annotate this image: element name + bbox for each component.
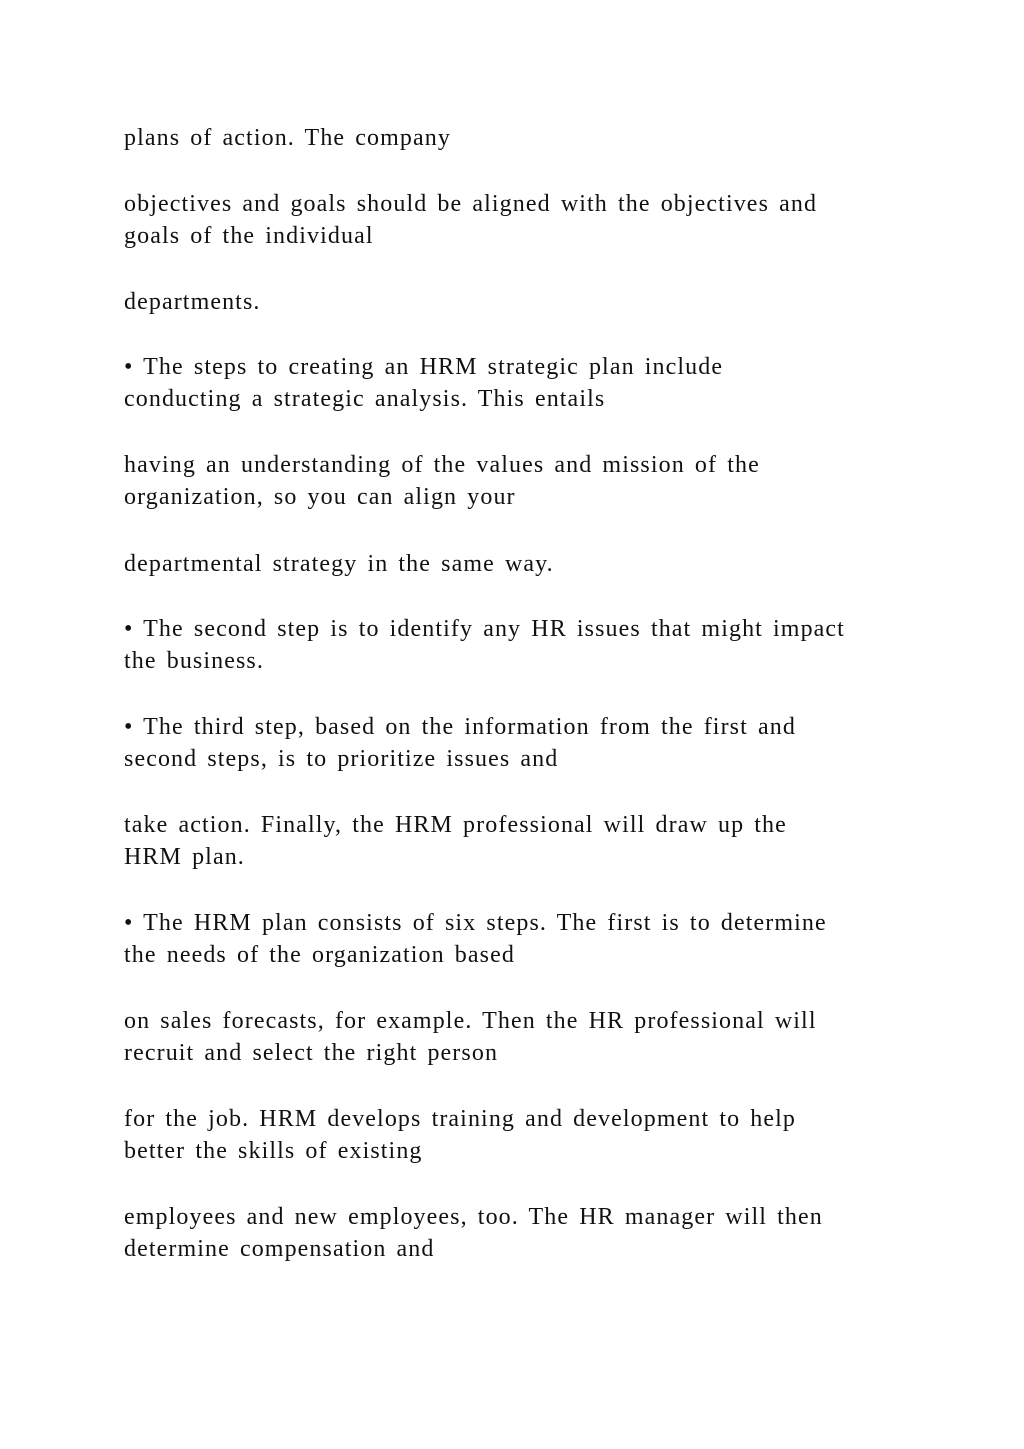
text-line: • The second step is to identify any HR issues that might impact bbox=[124, 616, 845, 642]
text-line: better the skills of existing bbox=[124, 1138, 423, 1164]
text-line: HRM plan. bbox=[124, 844, 245, 870]
text-line: for the job. HRM develops training and development to help bbox=[124, 1106, 797, 1132]
paragraph bbox=[124, 1103, 904, 1167]
paragraph bbox=[124, 449, 904, 513]
text-line: having an understanding of the values and mission of the bbox=[124, 452, 760, 478]
text-line: organization, so you can align your bbox=[124, 484, 516, 510]
text-line: departments. bbox=[124, 289, 261, 315]
text-line: second steps, is to prioritize issues and bbox=[124, 746, 559, 772]
paragraph bbox=[124, 1201, 904, 1265]
text-line: conducting a strategic analysis. This entails bbox=[124, 386, 606, 412]
paragraph bbox=[124, 122, 904, 154]
text-line: • The third step, based on the information from the first and bbox=[124, 714, 796, 740]
paragraph bbox=[124, 548, 904, 580]
text-line: • The HRM plan consists of six steps. The first is to determine bbox=[124, 910, 827, 936]
paragraph bbox=[124, 1005, 904, 1069]
paragraph bbox=[124, 613, 904, 677]
paragraph bbox=[124, 711, 904, 775]
paragraph bbox=[124, 188, 904, 252]
text-line: the needs of the organization based bbox=[124, 942, 515, 968]
paragraph bbox=[124, 809, 904, 873]
text-line: • The steps to creating an HRM strategic plan include bbox=[124, 354, 724, 380]
text-line: objectives and goals should be aligned with the objectives and bbox=[124, 191, 818, 217]
text-line: the business. bbox=[124, 648, 264, 674]
paragraph bbox=[124, 351, 904, 415]
paragraph bbox=[124, 286, 904, 318]
text-line: recruit and select the right person bbox=[124, 1040, 499, 1066]
text-line: goals of the individual bbox=[124, 223, 374, 249]
text-line: employees and new employees, too. The HR manager will then bbox=[124, 1204, 823, 1230]
text-line: determine compensation and bbox=[124, 1236, 435, 1262]
text-line: on sales forecasts, for example. Then the HR professional will bbox=[124, 1008, 817, 1034]
text-line: plans of action. The company bbox=[124, 125, 451, 151]
paragraph bbox=[124, 907, 904, 971]
text-line: take action. Finally, the HRM professional will draw up the bbox=[124, 812, 787, 838]
text-line: departmental strategy in the same way. bbox=[124, 551, 554, 577]
